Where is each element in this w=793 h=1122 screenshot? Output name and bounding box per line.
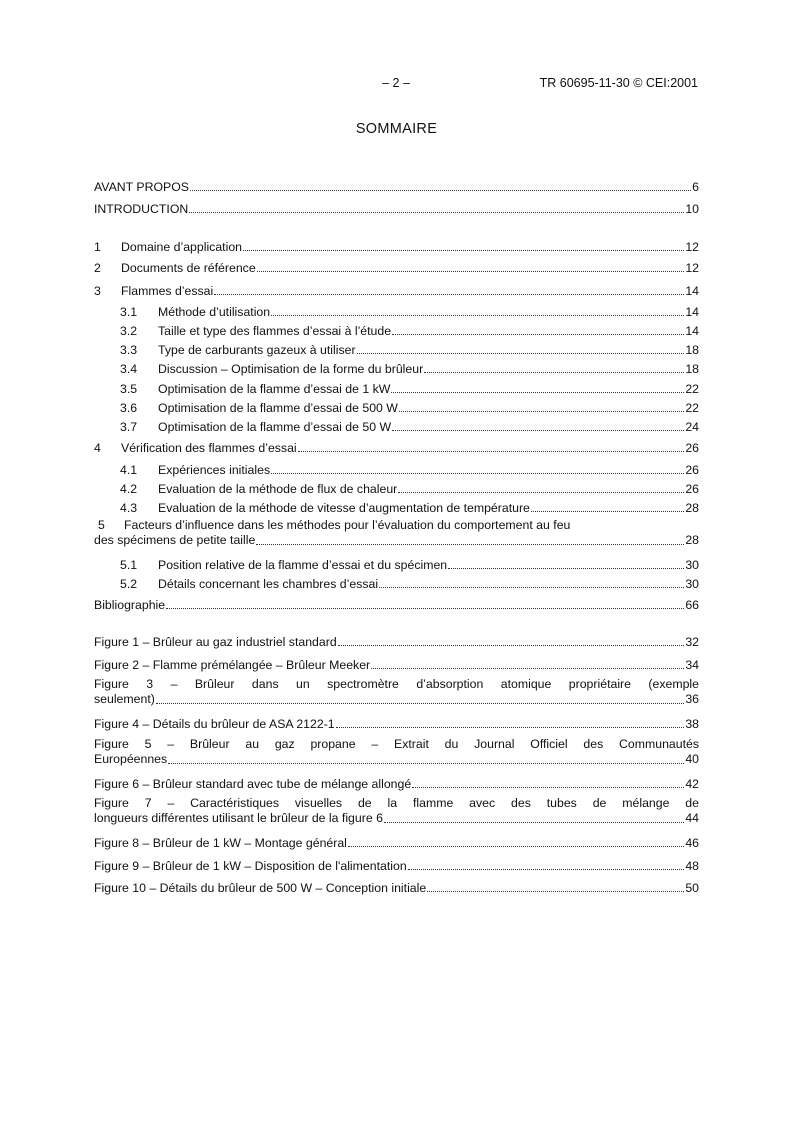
dot-leader <box>348 846 684 847</box>
toc-entry-section-1[interactable] <box>94 238 699 254</box>
section-number: 3.6 <box>120 401 138 415</box>
toc-entry-figure-3[interactable] <box>94 677 699 707</box>
toc-entry-figure-5[interactable] <box>94 737 699 767</box>
dot-leader <box>392 430 684 431</box>
toc-entry-page: 14 <box>685 324 699 338</box>
section-number: 3.4 <box>120 362 138 376</box>
toc-entry-label-line1: Figure 5 – Brûleur au gaz propane – Extrait du Journal Officiel des Communautés <box>94 737 699 751</box>
toc-entry-label-line1: Figure 3 – Brûleur dans un spectromètre d’absorption atomique propriétaire (exemple <box>94 677 699 691</box>
dot-leader <box>392 334 684 335</box>
toc-entry-page: 12 <box>685 240 699 254</box>
dot-leader <box>166 608 684 609</box>
toc-entry-bibliography[interactable] <box>94 596 699 612</box>
toc-entry-section-3-4[interactable] <box>120 360 699 376</box>
dot-leader <box>271 473 684 474</box>
dot-leader <box>338 645 685 646</box>
section-number: 3.2 <box>120 324 138 338</box>
dot-leader <box>427 891 684 892</box>
dot-leader <box>336 727 685 728</box>
toc-entry-label: Flammes d’essai <box>121 284 214 298</box>
section-number: 1 <box>94 240 101 254</box>
toc-entry-page: 28 <box>685 533 699 547</box>
toc-entry-introduction[interactable] <box>94 200 699 216</box>
toc-entry-page: 36 <box>685 692 699 706</box>
toc-entry-page: 10 <box>685 202 699 216</box>
toc-entry-page: 44 <box>685 811 699 825</box>
dot-leader <box>379 587 684 588</box>
toc-entry-section-3-3[interactable] <box>120 341 699 357</box>
toc-entry-label-line2: des spécimens de petite taille <box>94 533 256 547</box>
toc-entry-figure-1[interactable] <box>94 633 699 649</box>
toc-entry-page: 42 <box>685 777 699 791</box>
section-number: 2 <box>94 261 101 275</box>
section-number: 3.1 <box>120 305 138 319</box>
toc-entry-label-line1: Facteurs d’influence dans les méthodes pour l’évaluation du comportement au feu <box>124 518 571 532</box>
toc-entry-page: 30 <box>685 577 699 591</box>
toc-entry-section-2[interactable] <box>94 259 699 275</box>
dot-leader <box>531 511 684 512</box>
dot-leader <box>384 822 684 823</box>
toc-entry-section-5-1[interactable] <box>120 556 699 572</box>
toc-entry-page: 48 <box>685 859 699 873</box>
toc-entry-page: 26 <box>685 463 699 477</box>
toc-entry-page: 22 <box>685 382 699 396</box>
toc-entry-section-3-6[interactable] <box>120 399 699 415</box>
section-number: 5.1 <box>120 558 138 572</box>
toc-entry-label: Optimisation de la flamme d’essai de 50 W <box>158 420 392 434</box>
toc-entry-label: Figure 10 – Détails du brûleur de 500 W – Conception initiale <box>94 881 427 895</box>
toc-entry-label: Figure 8 – Brûleur de 1 kW – Montage général <box>94 836 347 850</box>
toc-entry-figure-10[interactable] <box>94 879 699 895</box>
document-reference: TR 60695-11-30 © CEI:2001 <box>539 76 698 90</box>
toc-entry-section-3-1[interactable] <box>120 303 699 319</box>
dot-leader <box>412 787 684 788</box>
dot-leader <box>257 271 685 272</box>
toc-entry-page: 28 <box>685 501 699 515</box>
toc-entry-label: Type de carburants gazeux à utiliser <box>158 343 356 357</box>
toc-entry-page: 38 <box>685 717 699 731</box>
toc-entry-section-3-2[interactable] <box>120 322 699 338</box>
toc-entry-section-3-5[interactable] <box>120 380 699 396</box>
section-number: 3.5 <box>120 382 138 396</box>
section-number: 3.3 <box>120 343 138 357</box>
section-number: 4.1 <box>120 463 138 477</box>
toc-entry-label: Figure 6 – Brûleur standard avec tube de mélange allongé <box>94 777 412 791</box>
dot-leader <box>448 568 684 569</box>
toc-entry-label-line2: seulement) <box>94 692 155 706</box>
section-number: 3.7 <box>120 420 138 434</box>
toc-entry-figure-8[interactable] <box>94 834 699 850</box>
toc-entry-label: Figure 2 – Flamme prémélangée – Brûleur Meeker <box>94 658 371 672</box>
dot-leader <box>189 212 684 213</box>
toc-entry-label: Bibliographie <box>94 598 166 612</box>
toc-entry-page: 24 <box>685 420 699 434</box>
toc-entry-page: 14 <box>685 305 699 319</box>
dot-leader <box>399 411 684 412</box>
toc-entry-figure-2[interactable] <box>94 656 699 672</box>
toc-entry-label: Optimisation de la flamme d’essai de 500 W <box>158 401 398 415</box>
toc-entry-page: 30 <box>685 558 699 572</box>
toc-entry-page: 22 <box>685 401 699 415</box>
dot-leader <box>398 492 684 493</box>
toc-entry-section-3-7[interactable] <box>120 418 699 434</box>
dot-leader <box>271 315 684 316</box>
toc-entry-label: Vérification des flammes d’essai <box>121 441 297 455</box>
dot-leader <box>243 250 684 251</box>
toc-entry-figure-9[interactable] <box>94 857 699 873</box>
dot-leader <box>371 668 684 669</box>
toc-entry-label: Expériences initiales <box>158 463 271 477</box>
toc-entry-label: Figure 9 – Brûleur de 1 kW – Disposition de l'alimentation <box>94 859 407 873</box>
dot-leader <box>256 544 684 545</box>
dot-leader <box>190 190 691 191</box>
dot-leader <box>424 372 684 373</box>
section-number: 4.2 <box>120 482 138 496</box>
section-number: 4.3 <box>120 501 138 515</box>
dot-leader <box>156 703 684 704</box>
toc-entry-label: Evaluation de la méthode de vitesse d’augmentation de température <box>158 501 530 515</box>
toc-entry-label-line2: Européennes <box>94 752 168 766</box>
page-title: SOMMAIRE <box>355 121 438 137</box>
toc-entry-label: Documents de référence <box>121 261 256 275</box>
toc-entry-section-5-2[interactable] <box>120 575 699 591</box>
page-number: – 2 – <box>382 76 410 90</box>
toc-entry-section-4[interactable] <box>94 439 699 455</box>
toc-entry-page: 34 <box>685 658 699 672</box>
toc-entry-page: 18 <box>685 362 699 376</box>
section-number: 5.2 <box>120 577 138 591</box>
toc-entry-label: Méthode d’utilisation <box>158 305 271 319</box>
toc-entry-page: 14 <box>685 284 699 298</box>
toc-entry-page: 50 <box>685 881 699 895</box>
toc-entry-label: Figure 1 – Brûleur au gaz industriel standard <box>94 635 337 649</box>
toc-entry-section-4-3[interactable] <box>120 499 699 515</box>
toc-entry-section-5[interactable] <box>94 518 699 548</box>
toc-entry-page: 26 <box>685 441 699 455</box>
toc-entry-label: Détails concernant les chambres d’essai <box>158 577 379 591</box>
toc-entry-page: 46 <box>685 836 699 850</box>
toc-entry-label: Optimisation de la flamme d’essai de 1 kW <box>158 382 391 396</box>
toc-entry-page: 40 <box>685 752 699 766</box>
toc-entry-page: 26 <box>685 482 699 496</box>
toc-entry-label-line2: longueurs différentes utilisant le brûleur de la figure 6 <box>94 811 383 825</box>
toc-entry-label: Domaine d’application <box>121 240 242 254</box>
section-number: 4 <box>94 441 101 455</box>
dot-leader <box>357 353 685 354</box>
dot-leader <box>214 294 684 295</box>
section-number: 5 <box>98 518 105 532</box>
toc-entry-section-4-1[interactable] <box>120 461 699 477</box>
toc-entry-label: INTRODUCTION <box>94 202 189 216</box>
toc-entry-label: Taille et type des flammes d’essai à l’étude <box>158 324 392 338</box>
toc-entry-label: Position relative de la flamme d’essai et du spécimen <box>158 558 448 572</box>
dot-leader <box>408 869 685 870</box>
dot-leader <box>298 451 685 452</box>
toc-entry-section-4-2[interactable] <box>120 480 699 496</box>
toc-entry-page: 6 <box>692 180 699 194</box>
toc-entry-page: 18 <box>685 343 699 357</box>
toc-entry-label: Discussion – Optimisation de la forme du brûleur <box>158 362 424 376</box>
toc-entry-section-3[interactable] <box>94 282 699 298</box>
toc-entry-label-line1: Figure 7 – Caractéristiques visuelles de la flamme avec des tubes de mélange de <box>94 796 699 810</box>
toc-entry-page: 32 <box>685 635 699 649</box>
toc-entry-figure-7[interactable] <box>94 796 699 826</box>
toc-entry-label: Figure 4 – Détails du brûleur de ASA 2122-1 <box>94 717 335 731</box>
toc-entry-page: 12 <box>685 261 699 275</box>
dot-leader <box>391 392 684 393</box>
toc-entry-page: 66 <box>685 598 699 612</box>
toc-entry-label: Evaluation de la méthode de flux de chaleur <box>158 482 398 496</box>
dot-leader <box>168 763 684 764</box>
toc-entry-figure-4[interactable] <box>94 715 699 731</box>
toc-entry-avant-propos[interactable] <box>94 178 699 194</box>
section-number: 3 <box>94 284 101 298</box>
toc-entry-figure-6[interactable] <box>94 775 699 791</box>
toc-entry-label: AVANT PROPOS <box>94 180 189 194</box>
